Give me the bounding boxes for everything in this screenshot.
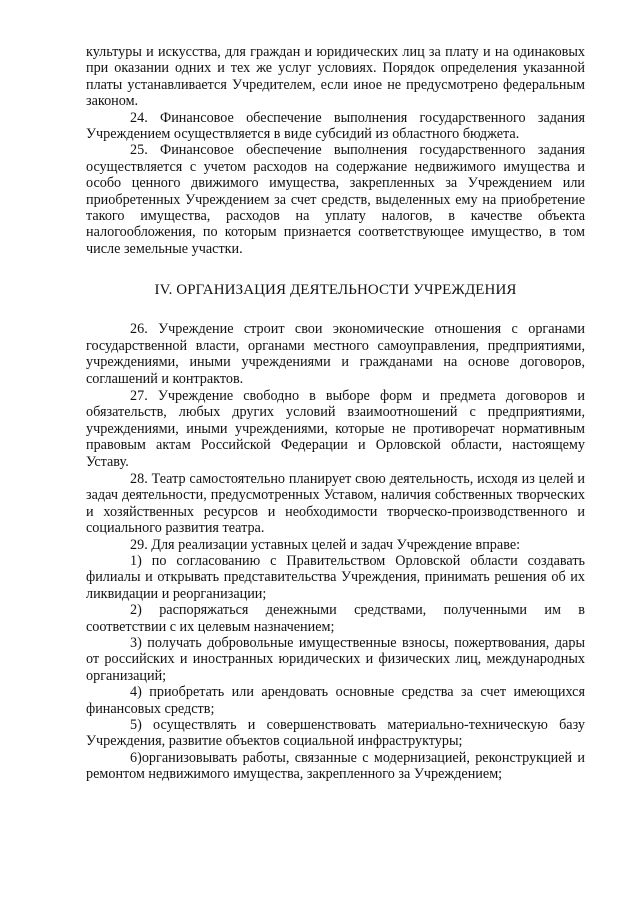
- paragraph-continuation: культуры и искусства, для граждан и юридических лиц за плату и на одинаковых при оказании одних и тех же услуг условиях. Порядок определения указанной платы устанавливается Учредителем, если иное не предусмотрено федеральным законом.: [86, 44, 585, 110]
- list-item-3: 3) получать добровольные имущественные взносы, пожертвования, дары от российских и иностранных юридических и физических лиц, международных организаций;: [86, 635, 585, 684]
- paragraph-29: 29. Для реализации уставных целей и задач Учреждение вправе:: [130, 536, 521, 553]
- list-item-4: 4) приобретать или арендовать основные средства за счет имеющихся финансовых средств;: [86, 684, 585, 717]
- paragraph-26: 26. Учреждение строит свои экономические отношения с органами государственной власти, органами местного самоуправления, предприятиями, учреждениями, иными учреждениями и гражданами на основе договоров, соглашений и контрактов.: [86, 321, 585, 387]
- paragraph-24: 24. Финансовое обеспечение выполнения государственного задания Учреждением осуществляется в виде субсидий из областного бюджета.: [86, 109, 585, 143]
- section-heading: IV. ОРГАНИЗАЦИЯ ДЕЯТЕЛЬНОСТИ УЧРЕЖДЕНИЯ: [154, 282, 517, 299]
- paragraph-27: 27. Учреждение свободно в выборе форм и предмета договоров и обязательств, любых других условий взаимоотношений с предприятиями, учреждениями, иными учреждениями, которые не противоречат нормативным правовым актам Российской Федерации и Орловской области, настоящему Уставу.: [86, 387, 585, 470]
- paragraph-25: 25. Финансовое обеспечение выполнения государственного задания осуществляется с учетом расходов на содержание недвижимого имущества и особо ценного движимого имущества, закрепленных за Учреждением или приобретенных Учреждением за счет средств, выделенных ему на приобретение такого имущества, расходов на уплату налогов, в качестве объекта налогообложения, по которым признается соответствующее имущество, в том числе земельные участки.: [86, 142, 585, 257]
- list-item-6: 6)организовывать работы, связанные с модернизацией, реконструкцией и ремонтом недвижимого имущества, закрепленного за Учреждением;: [86, 749, 585, 783]
- list-item-2: 2) распоряжаться денежными средствами, полученными им в соответствии с их целевым назначением;: [86, 602, 585, 635]
- list-item-1: 1) по согласованию с Правительством Орловской области создавать филиалы и открывать представительства Учреждения, принимать решения об их ликвидации и реорганизации;: [86, 552, 585, 602]
- paragraph-28: 28. Театр самостоятельно планирует свою деятельность, исходя из целей и задач деятельности, предусмотренных Уставом, наличия собственных творческих и хозяйственных ресурсов и необходимости творческо-производственного и социального развития театра.: [86, 470, 585, 537]
- list-item-5: 5) осуществлять и совершенствовать материально-техническую базу Учреждения, развитие объектов социальной инфраструктуры;: [86, 717, 585, 750]
